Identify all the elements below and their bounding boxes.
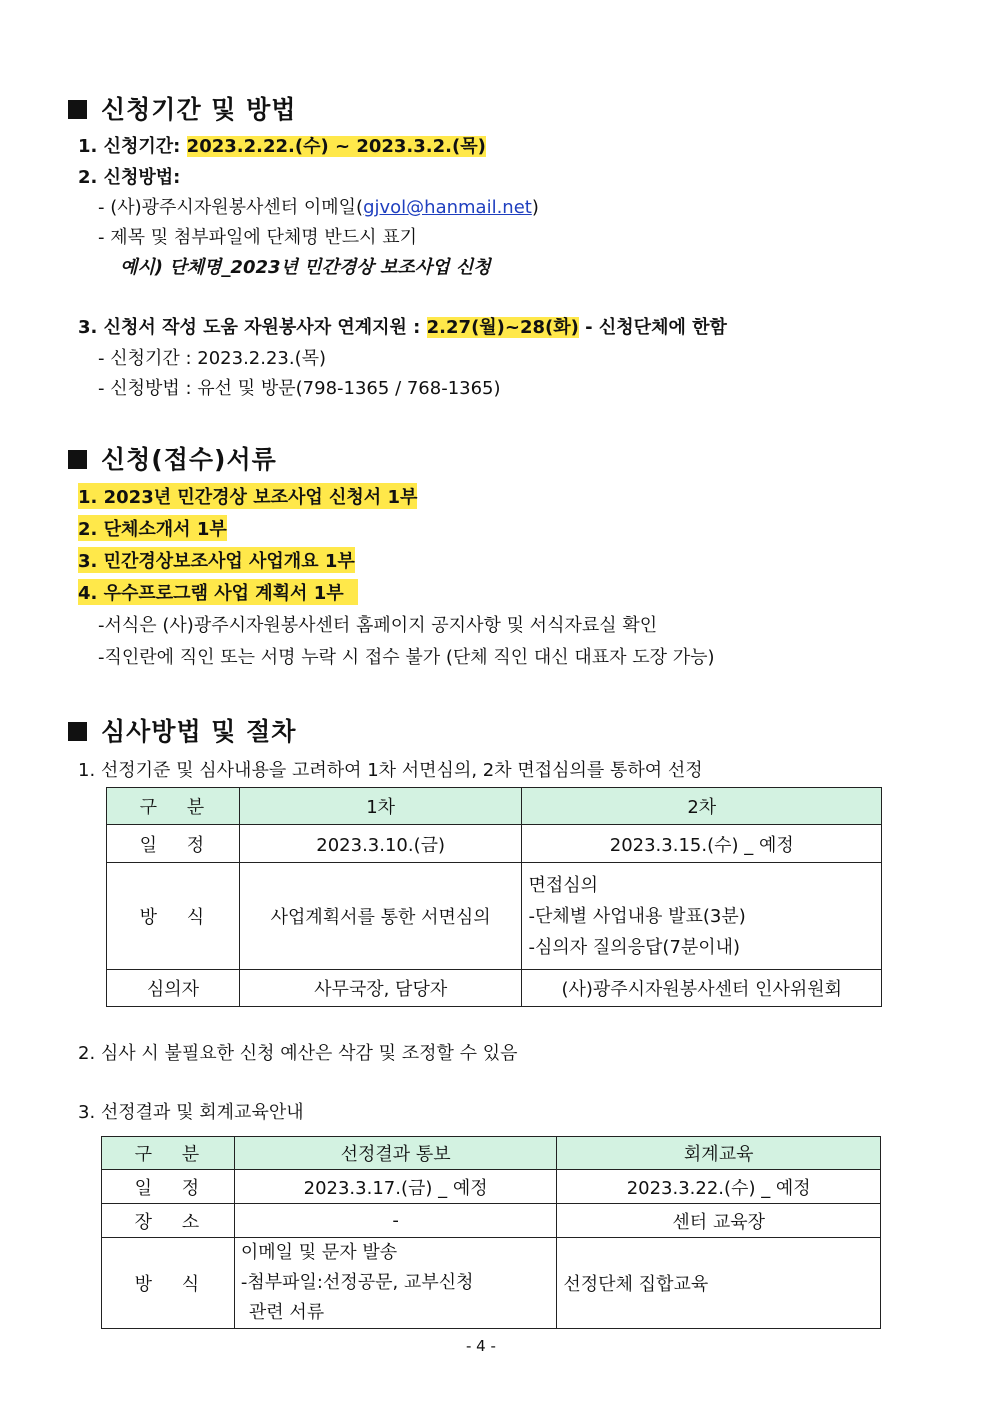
table-cell: 장 소 [102,1204,235,1238]
table-row [102,1170,881,1204]
table-cell: (사)광주시자원봉사센터 인사위원회 [522,970,882,1007]
table-cell: 2차 [522,788,882,825]
table-cell: 심의자 [107,970,240,1007]
method-example: 예시) 단체명_2023년 민간경상 보조사업 신청 [120,257,491,278]
table-cell: 구 분 [107,788,240,825]
table-cell: 구 분 [102,1137,235,1170]
review-paragraph-2: 2. 심사 시 불필요한 신청 예산은 삭감 및 조정할 수 있음 [78,1043,518,1064]
document-item: 2. 단체소개서 1부 [78,515,227,541]
review-paragraph-1: 1. 선정기준 및 심사내용을 고려하여 1차 서면심의, 2차 면접심의를 통하여 선정 [78,760,703,781]
review-schedule-table [106,787,882,1007]
table-cell: 1차 [239,788,522,825]
document-note: -서식은 (사)광주시자원봉사센터 홈페이지 공지사항 및 서식자료실 확인 [98,615,658,636]
table-row [102,1238,881,1329]
table-header-row [102,1137,881,1170]
support-method-line: - 신청방법 : 유선 및 방문(798-1365 / 768-1365) [98,378,501,399]
method-title-line: - 제목 및 첨부파일에 단체명 반드시 표기 [98,227,418,248]
table-row [102,1204,881,1238]
table-cell: 2023.3.22.(수) _ 예정 [557,1170,881,1204]
table-row [107,970,882,1007]
table-cell: 2023.3.15.(수) _ 예정 [522,825,882,863]
period-line: 1. 신청기간: 2023.2.22.(수) ~ 2023.3.2.(목) [78,136,486,157]
document-item: 1. 2023년 민간경상 보조사업 신청서 1부 [78,483,417,509]
volunteer-support-line: 3. 신청서 작성 도움 자원봉사자 연계지원 : 2.27(월)~28(화) - 신청단체에 한함 [78,317,727,338]
method-label: 2. 신청방법: [78,167,181,188]
square-bullet-icon [68,100,87,119]
document-item: 3. 민간경상보조사업 사업개요 1부 [78,547,355,573]
table-cell: 2023.3.17.(금) _ 예정 [234,1170,557,1204]
section-title-application: 신청기간 및 방법 [68,90,296,126]
table-cell: 면접심의 -단체별 사업내용 발표(3분) -심의자 질의응답(7분이내) [522,863,882,970]
table-cell: 선정결과 통보 [234,1137,557,1170]
table-cell: 방 식 [102,1238,235,1329]
table-row [107,825,882,863]
page-number: - 4 - [466,1337,496,1355]
table-cell: - [234,1204,557,1238]
email-link[interactable]: gjvol@hanmail.net [363,197,532,218]
square-bullet-icon [68,450,87,469]
section-title-review: 심사방법 및 절차 [68,712,296,748]
table-cell: 센터 교육장 [557,1204,881,1238]
table-cell: 일 정 [102,1170,235,1204]
table-header-row [107,788,882,825]
table-cell: 선정단체 집합교육 [557,1238,881,1329]
table-row [107,863,882,970]
support-period-line: - 신청기간 : 2023.2.23.(목) [98,348,327,369]
review-paragraph-3: 3. 선정결과 및 회계교육안내 [78,1102,304,1123]
support-date-highlight: 2.27(월)~28(화) [426,317,579,338]
method-email-line: - (사)광주시자원봉사센터 이메일(gjvol@hanmail.net) [98,197,539,218]
table-cell: 사업계획서를 통한 서면심의 [239,863,522,970]
table-cell: 이메일 및 문자 발송 -첨부파일:선정공문, 교부신청 관련 서류 [234,1238,557,1329]
square-bullet-icon [68,722,87,741]
table-cell: 사무국장, 담당자 [239,970,522,1007]
result-education-table [101,1136,881,1329]
period-highlight: 2023.2.22.(수) ~ 2023.3.2.(목) [186,136,486,157]
table-cell: 회계교육 [557,1137,881,1170]
table-cell: 일 정 [107,825,240,863]
table-cell: 2023.3.10.(금) [239,825,522,863]
table-cell: 방 식 [107,863,240,970]
document-note: -직인란에 직인 또는 서명 누락 시 접수 불가 (단체 직인 대신 대표자 도장 가능) [98,647,715,668]
document-item: 4. 우수프로그램 사업 계획서 1부 [78,579,358,605]
section-title-documents: 신청(접수)서류 [68,440,277,476]
